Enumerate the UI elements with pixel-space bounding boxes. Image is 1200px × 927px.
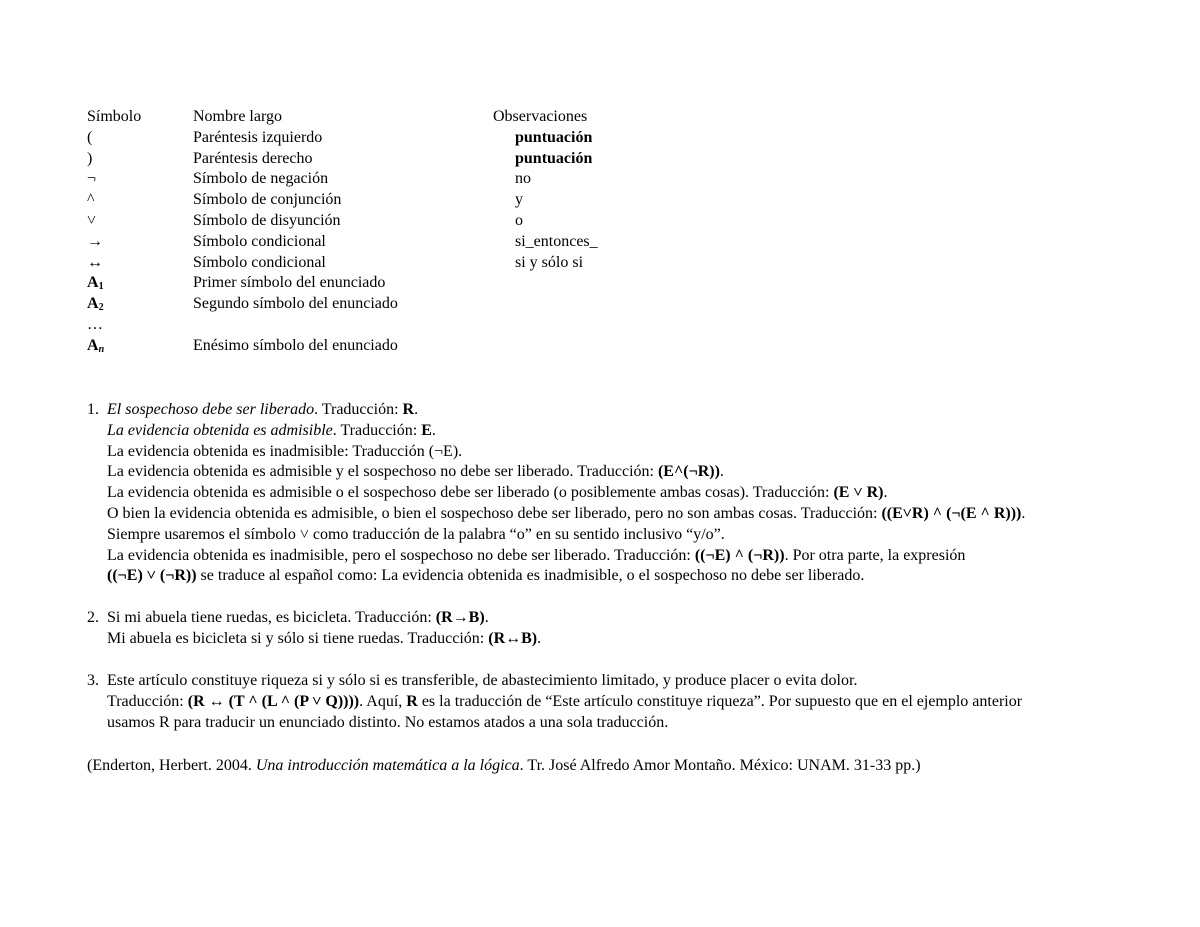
formula: ((¬E) ^ (¬R)) [694, 546, 785, 564]
table-row [87, 273, 707, 294]
sentence-text: O bien la evidencia obtenida es admisible, o bien el sospechoso debe ser liberado, pero no son ambas cosas. Traducción: [107, 504, 882, 522]
sentence-end: . Por otra parte, la expresión [784, 546, 966, 564]
symbol-letter: A [87, 336, 99, 354]
row-name: Segundo símbolo del enunciado [193, 295, 398, 313]
sentence-text: Este artículo constituye riqueza si y sólo si es transferible, de abastecimiento limitado, y produce placer o evita dolor. [107, 672, 858, 689]
example-number: 3. [87, 672, 99, 689]
row-name: Símbolo condicional [193, 232, 326, 250]
citation-details: . Tr. José Alfredo Amor Montaño. México: UNAM. 31-33 pp.) [519, 757, 921, 774]
formula: ((E˅R) ^ (¬(E ^ R))) [881, 504, 1022, 522]
example-1-line [87, 421, 1167, 442]
example-3-line: usamos R para traducir un enunciado distinto. No estamos atados a una sola traducción. [107, 713, 669, 731]
row-note: no [515, 170, 531, 188]
symbol-subscript: 2 [98, 302, 104, 314]
table-row [87, 149, 707, 170]
sentence-text: La evidencia obtenida es admisible y el sospechoso no debe ser liberado. Traducción: [107, 463, 658, 481]
sentence-end: . [883, 484, 888, 502]
formula: (R→B) [435, 609, 485, 626]
example-3-line [87, 671, 1167, 692]
formula: (R ↔ (T ^ (L ^ (P ˅ Q)))) [187, 692, 360, 710]
example-1-line: Siempre usaremos el símbolo ˅ como traducción de la palabra “o” en su sentido inclusivo “y/o”. [107, 525, 725, 543]
table-row [87, 294, 707, 315]
example-number: 1. [87, 401, 99, 418]
row-symbol: … [87, 315, 103, 333]
table-row [87, 232, 707, 253]
formula: (E^(¬R)) [657, 463, 720, 481]
row-name: Símbolo condicional [193, 253, 326, 271]
table-header [87, 107, 707, 128]
formula: R [406, 692, 418, 710]
example-1-line: La evidencia obtenida es inadmisible: Traducción (¬E). [107, 442, 463, 460]
sentence-text: La evidencia obtenida es inadmisible, pero el sospechoso no debe ser liberado. Traducción: [107, 546, 695, 564]
example-1-line [87, 483, 1167, 504]
row-symbol [87, 336, 104, 357]
row-note: si y sólo si [515, 253, 584, 271]
example-1-line [87, 400, 1167, 421]
header-symbol: Símbolo [87, 108, 142, 125]
formula: R [402, 401, 415, 418]
formula: (R↔B) [488, 629, 538, 647]
table-row [87, 169, 707, 190]
row-note: si_entonces_ [515, 232, 598, 250]
sentence-text: . Aquí, [359, 692, 407, 710]
table-row [87, 315, 707, 336]
example-1-line [87, 462, 1167, 483]
symbol-table [87, 107, 707, 357]
citation-line [87, 756, 1167, 777]
table-row [87, 128, 707, 149]
symbol-subscript: 1 [98, 281, 104, 293]
table-row [87, 211, 707, 232]
sentence-text: . Traducción: [314, 401, 403, 418]
example-3 [87, 671, 1167, 733]
table-row [87, 253, 707, 274]
row-symbol: ( [87, 128, 93, 146]
citation-author: (Enderton, Herbert. 2004. [87, 757, 256, 774]
symbol-letter: A [87, 295, 99, 313]
example-1 [87, 400, 1167, 587]
row-symbol: → [87, 232, 103, 250]
row-name: Símbolo de negación [193, 170, 329, 188]
example-1-line [87, 546, 1167, 567]
sentence-text: Si mi abuela tiene ruedas, es bicicleta. Traducción: [107, 609, 436, 626]
example-2-line [87, 629, 1167, 650]
citation [87, 756, 1167, 777]
sentence-text: Traducción: [107, 692, 188, 710]
row-note: y [515, 191, 523, 209]
sentence-end: . [414, 401, 419, 418]
row-name: Paréntesis izquierdo [193, 128, 323, 146]
row-symbol: ) [87, 149, 93, 167]
row-name: Primer símbolo del enunciado [193, 274, 386, 292]
citation-title: Una introducción matemática a la lógica [255, 757, 520, 774]
row-symbol: ¬ [87, 170, 97, 188]
table-row [87, 190, 707, 211]
formula: E [421, 421, 432, 439]
header-notes: Observaciones [493, 108, 588, 125]
row-symbol: ↔ [87, 253, 103, 271]
sentence-text: es la traducción de “Este artículo constituye riqueza”. Por supuesto que en el ejemplo anterior [417, 692, 1023, 710]
row-symbol [87, 294, 104, 315]
sentence-end: . [1021, 504, 1026, 522]
example-3-line [87, 692, 1167, 713]
symbol-letter: A [87, 274, 99, 292]
example-2-line [87, 608, 1167, 629]
header-long-name: Nombre largo [193, 108, 283, 125]
sentence-text: se traduce al español como: La evidencia obtenida es inadmisible, o el sospechoso no debe ser liberado. [196, 567, 865, 585]
row-note: puntuación [515, 128, 593, 146]
example-2 [87, 608, 1167, 650]
sentence-end: . [719, 463, 724, 481]
row-name: Enésimo símbolo del enunciado [193, 336, 398, 354]
row-note: puntuación [515, 149, 593, 167]
row-note: o [515, 211, 523, 229]
row-name: Paréntesis derecho [193, 149, 313, 167]
row-symbol: ˅ [87, 211, 97, 229]
formula: ((¬E) ˅ (¬R)) [107, 567, 197, 585]
example-1-line [87, 504, 1167, 525]
row-symbol [87, 273, 104, 294]
sentence-end: . [484, 609, 489, 626]
row-name: Símbolo de disyunción [193, 211, 341, 229]
sentence-text: . Traducción: [332, 421, 422, 439]
formula: (E ˅ R) [833, 484, 884, 502]
example-number: 2. [87, 609, 99, 626]
sentence-end: . [431, 421, 436, 439]
table-row [87, 336, 707, 357]
sentence-text: Mi abuela es bicicleta si y sólo si tiene ruedas. Traducción: [107, 629, 489, 647]
row-name: Símbolo de conjunción [193, 191, 342, 209]
sentence-end: . [537, 629, 542, 647]
sentence-text: La evidencia obtenida es admisible o el sospechoso debe ser liberado (o posiblemente ambas cosas). Traducción: [107, 484, 834, 502]
sentence-italic: La evidencia obtenida es admisible [107, 421, 333, 439]
example-1-line [87, 566, 1167, 587]
row-symbol: ^ [87, 191, 95, 209]
symbol-subscript: n [98, 343, 105, 355]
sentence-italic: El sospechoso debe ser liberado [107, 401, 315, 418]
